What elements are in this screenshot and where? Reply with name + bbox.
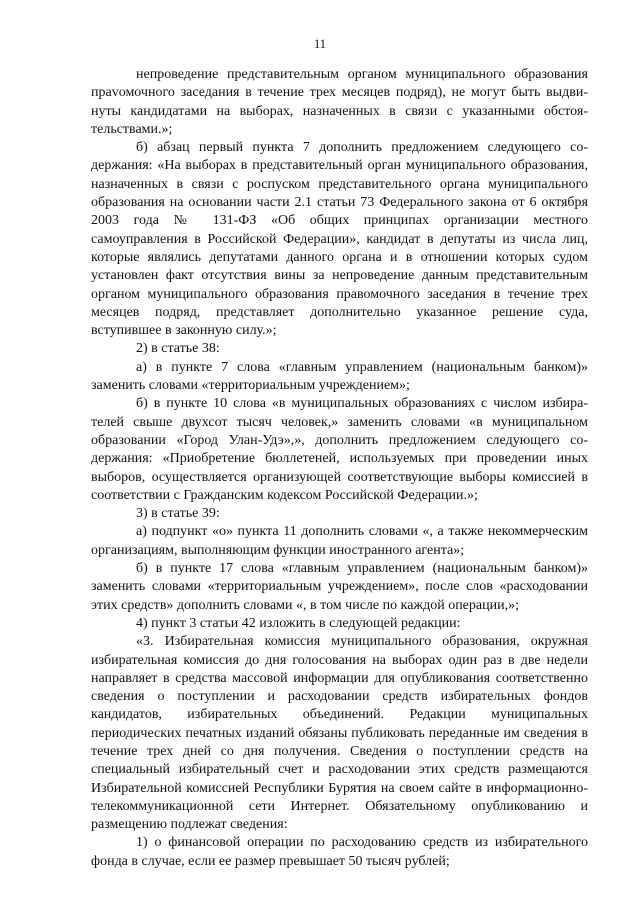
paragraph: 3) в статье 39: — [136, 506, 220, 522]
paragraph: б) в пункте 10 слова «в муниципальных образованиях с числом избирателей свыше двухсот тысяч человек,» заменить словами «в муниципальном образовании «Город Улан-Удэ»,», дополнить предложением следующего содержания: «Приобретение бюллетеней, используемых при проведении иных выборов, осуществляется организующей соответствующие выборы комиссией в соответствии с Гражданским кодексом Российской Федерации.»; — [91, 396, 588, 503]
paragraph: а) подпункт «о» пункта 11 дополнить словами «, а также некоммерческим организациям, выполняющим функции иностранного агента»; — [91, 524, 588, 558]
document-body — [91, 66, 588, 871]
page-number: 11 — [313, 37, 327, 51]
paragraph: «3. Избирательная комиссия муниципального образования, окружная избирательная комиссия до дня голосования на выборах один раз в две недели направляет в средства массовой информации для опубликования соответственно сведения о поступлении и расходовании средств избирательных фондов кандидатов, избирательных объединений. Редакции муниципальных периодических печатных изданий обязаны публиковать переданные им сведения в течение трех дней со дня получения. Сведения о поступлении средств на специальный избирательный счет и расходовании этих средств размещаются Избирательной комиссией Республики Бурятия на своем сайте в информационно-телекоммуникационной сети Интернет. Обязательному опубликованию и размещению подлежат сведения: — [91, 634, 588, 833]
paragraph: непроведение представительным органом муниципального образования праvомочного заседания в течение трех месяцев подряд), не могут быть выдвинуты кандидатами на выборах, назначенных в связи с указанными обстоятельствами.»; — [91, 67, 588, 137]
paragraph: 1) о финансовой операции по расходованию средств из избирательного фонда в случае, если ее размер превышает 50 тысяч рублей; — [91, 835, 588, 869]
paragraph: 2) в статье 38: — [136, 341, 220, 357]
paragraph: а) в пункте 7 слова «главным управлением (национальным банком)» заменить словами «территориальным учреждением»; — [91, 359, 588, 394]
paragraph: б) в пункте 17 слова «главным управлением (национальным банком)» заменить словами «территориальным учреждением», после слов «расходовании этих средств» дополнить словами «, в том числе по каждой операции,»; — [91, 561, 588, 613]
paragraph: б) абзац первый пункта 7 дополнить предложением следующего содержания: «На выборах в представительный орган муниципального образования, назначенных в связи с роспуском представительного органа муниципального образования на основании части 2.1 статьи 73 Федерального закона от 6 октября 2003 года № 131-ФЗ «Об общих принципах организации местного самоуправления в Российской Федерации», кандидат в депутаты из числа лиц, которые являлись депутатами данного органа и в отношении которых судом установлен факт отсутствия вины за непроведение данным представительным органом муниципального образования правомочного заседания в течение трех месяцев подряд, представляет дополнительно указанное решение суда, вступившее в законную силу.»; — [91, 140, 588, 339]
paragraph: 4) пункт 3 статьи 42 изложить в следующей редакции: — [136, 615, 461, 631]
